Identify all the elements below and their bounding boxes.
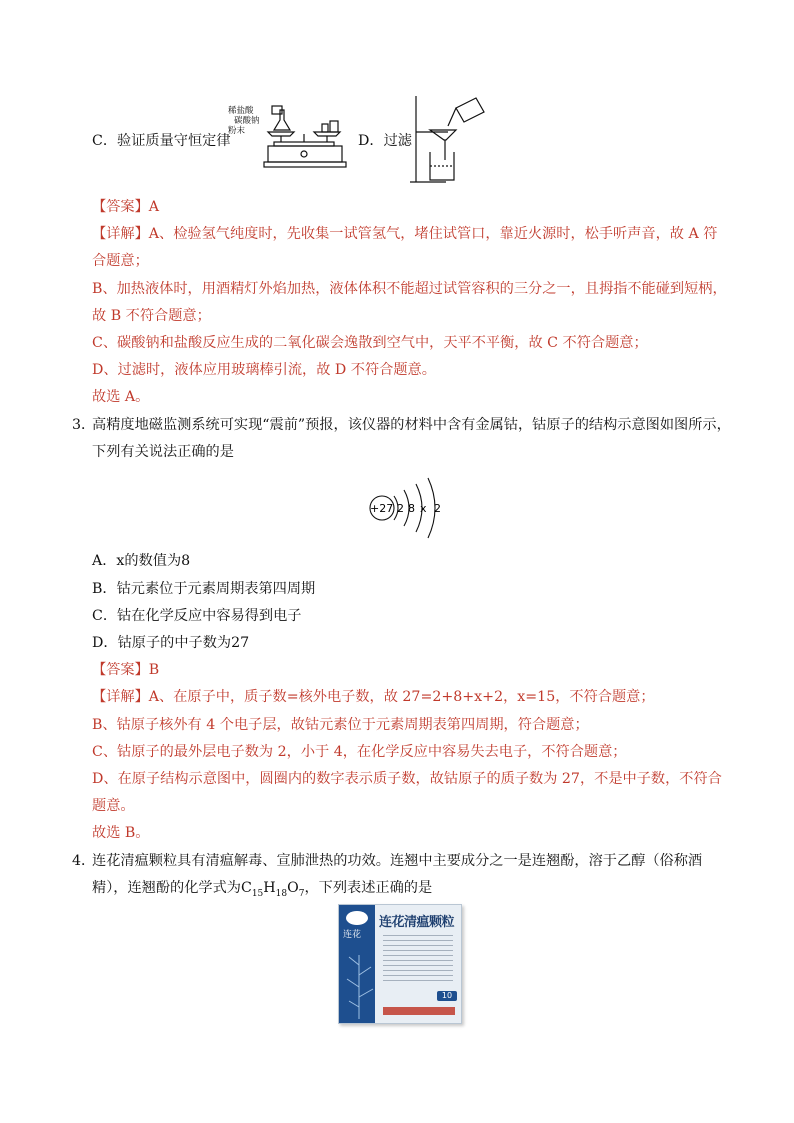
q3-option-a: A．x的数值为8 <box>92 553 191 569</box>
maker-bar <box>383 1007 455 1015</box>
q3-option-b: B．钴元素位于元素周期表第四周期 <box>92 581 316 597</box>
balance-apparatus <box>228 104 354 172</box>
q3-detail-line-6: 故选 B。 <box>92 825 150 841</box>
q2-detail-line-7: 故选 A。 <box>92 389 150 405</box>
shell-4: 2 <box>434 502 441 515</box>
answer-value: A <box>148 199 160 215</box>
q2-detail-line-2: 合题意； <box>92 253 149 269</box>
count-badge: 10 <box>437 991 457 1001</box>
product-title: 连花清瘟颗粒 <box>379 915 455 930</box>
q2-answer <box>92 197 159 217</box>
q3-answer <box>92 660 159 680</box>
q4-number: 4． <box>72 853 96 869</box>
filtration-apparatus <box>408 94 488 186</box>
answer-value: B <box>148 662 160 678</box>
q3-number: 3． <box>72 417 96 433</box>
detail-tag: 【详解】 <box>92 689 149 705</box>
q2-detail-line-3: B、加热液体时，用酒精灯外焰加热，液体体积不能超过试管容积的三分之一，且拇指不能碰到短柄， <box>92 281 727 297</box>
shell-1: 2 <box>397 502 404 515</box>
balance-label-na2co3: 碳酸钠 <box>234 116 260 126</box>
option-c: C．验证质量守恒定律 <box>92 133 231 149</box>
q2-detail-line-4: 故 B 不符合题意； <box>92 308 211 324</box>
balance-drawing <box>228 104 354 172</box>
detail-tag: 【详解】 <box>92 226 149 242</box>
answer-tag: 【答案】 <box>92 662 149 678</box>
q3-detail-line-2: B、钴原子核外有 4 个电子层，故钴元素位于元素周期表第四周期，符合题意； <box>92 717 589 733</box>
q3-stem-1: 高精度地磁监测系统可实现“震前”预报，该仪器的材料中含有金属钴，钴原子的结构示意图如图所示， <box>92 417 731 433</box>
text-block <box>383 935 453 985</box>
medicine-box-image <box>338 904 462 1024</box>
q4-stem-1: 连花清瘟颗粒具有清瘟解毒、宣肺泄热的功效。连翘中主要成分之一是连翘酚，溶于乙醇（俗称酒 <box>92 853 703 869</box>
brand-name: 连花 <box>343 930 362 940</box>
shell-2: 8 <box>408 502 415 515</box>
answer-tag: 【答案】 <box>92 199 149 215</box>
q2-detail-line-6: D、过滤时，液体应用玻璃棒引流，故 D 不符合题意。 <box>92 362 436 378</box>
q2-detail-line-5: C、碳酸钠和盐酸反应生成的二氧化碳会逸散到空气中，天平不平衡，故 C 不符合题意； <box>92 335 648 351</box>
option-d: D．过滤 <box>358 133 412 149</box>
balance-label-powder: 粉末 <box>228 126 246 136</box>
q3-detail-line-3: C、钴原子的最外层电子数为 2，小于 4，在化学反应中容易失去电子，不符合题意； <box>92 744 627 760</box>
q3-option-d: D．钴原子的中子数为27 <box>92 635 250 651</box>
q3-detail-line-1: 【详解】A、在原子中，质子数=核外电子数，故 27=2+8+x+2，x=15，不符合题意； <box>92 689 655 705</box>
q4-stem-2: 精），连翘酚的化学式为$C_{15}H_{18}O_7$，下列表述正确的是 <box>92 880 433 899</box>
q3-detail-line-4: D、在原子结构示意图中，圆圈内的数字表示质子数，故钴原子的质子数为 27，不是中子数，不符合 <box>92 771 722 787</box>
q3-detail-line-5: 题意。 <box>92 798 135 814</box>
herb-illustration <box>343 945 377 1019</box>
shell-3: x <box>420 502 427 515</box>
q3-stem-2: 下列有关说法正确的是 <box>92 444 234 460</box>
q3-option-c: C．钴在化学反应中容易得到电子 <box>92 608 302 624</box>
atom-nucleus: +27 <box>370 502 394 515</box>
cobalt-atom-diagram <box>366 476 450 542</box>
q2-detail-line-1: 【详解】A、检验氢气纯度时，先收集一试管氢气，堵住试管口，靠近火源时，松手听声音，故 A 符 <box>92 226 718 242</box>
balance-label-hcl: 稀盐酸 <box>228 106 254 116</box>
brand-logo <box>346 911 368 925</box>
